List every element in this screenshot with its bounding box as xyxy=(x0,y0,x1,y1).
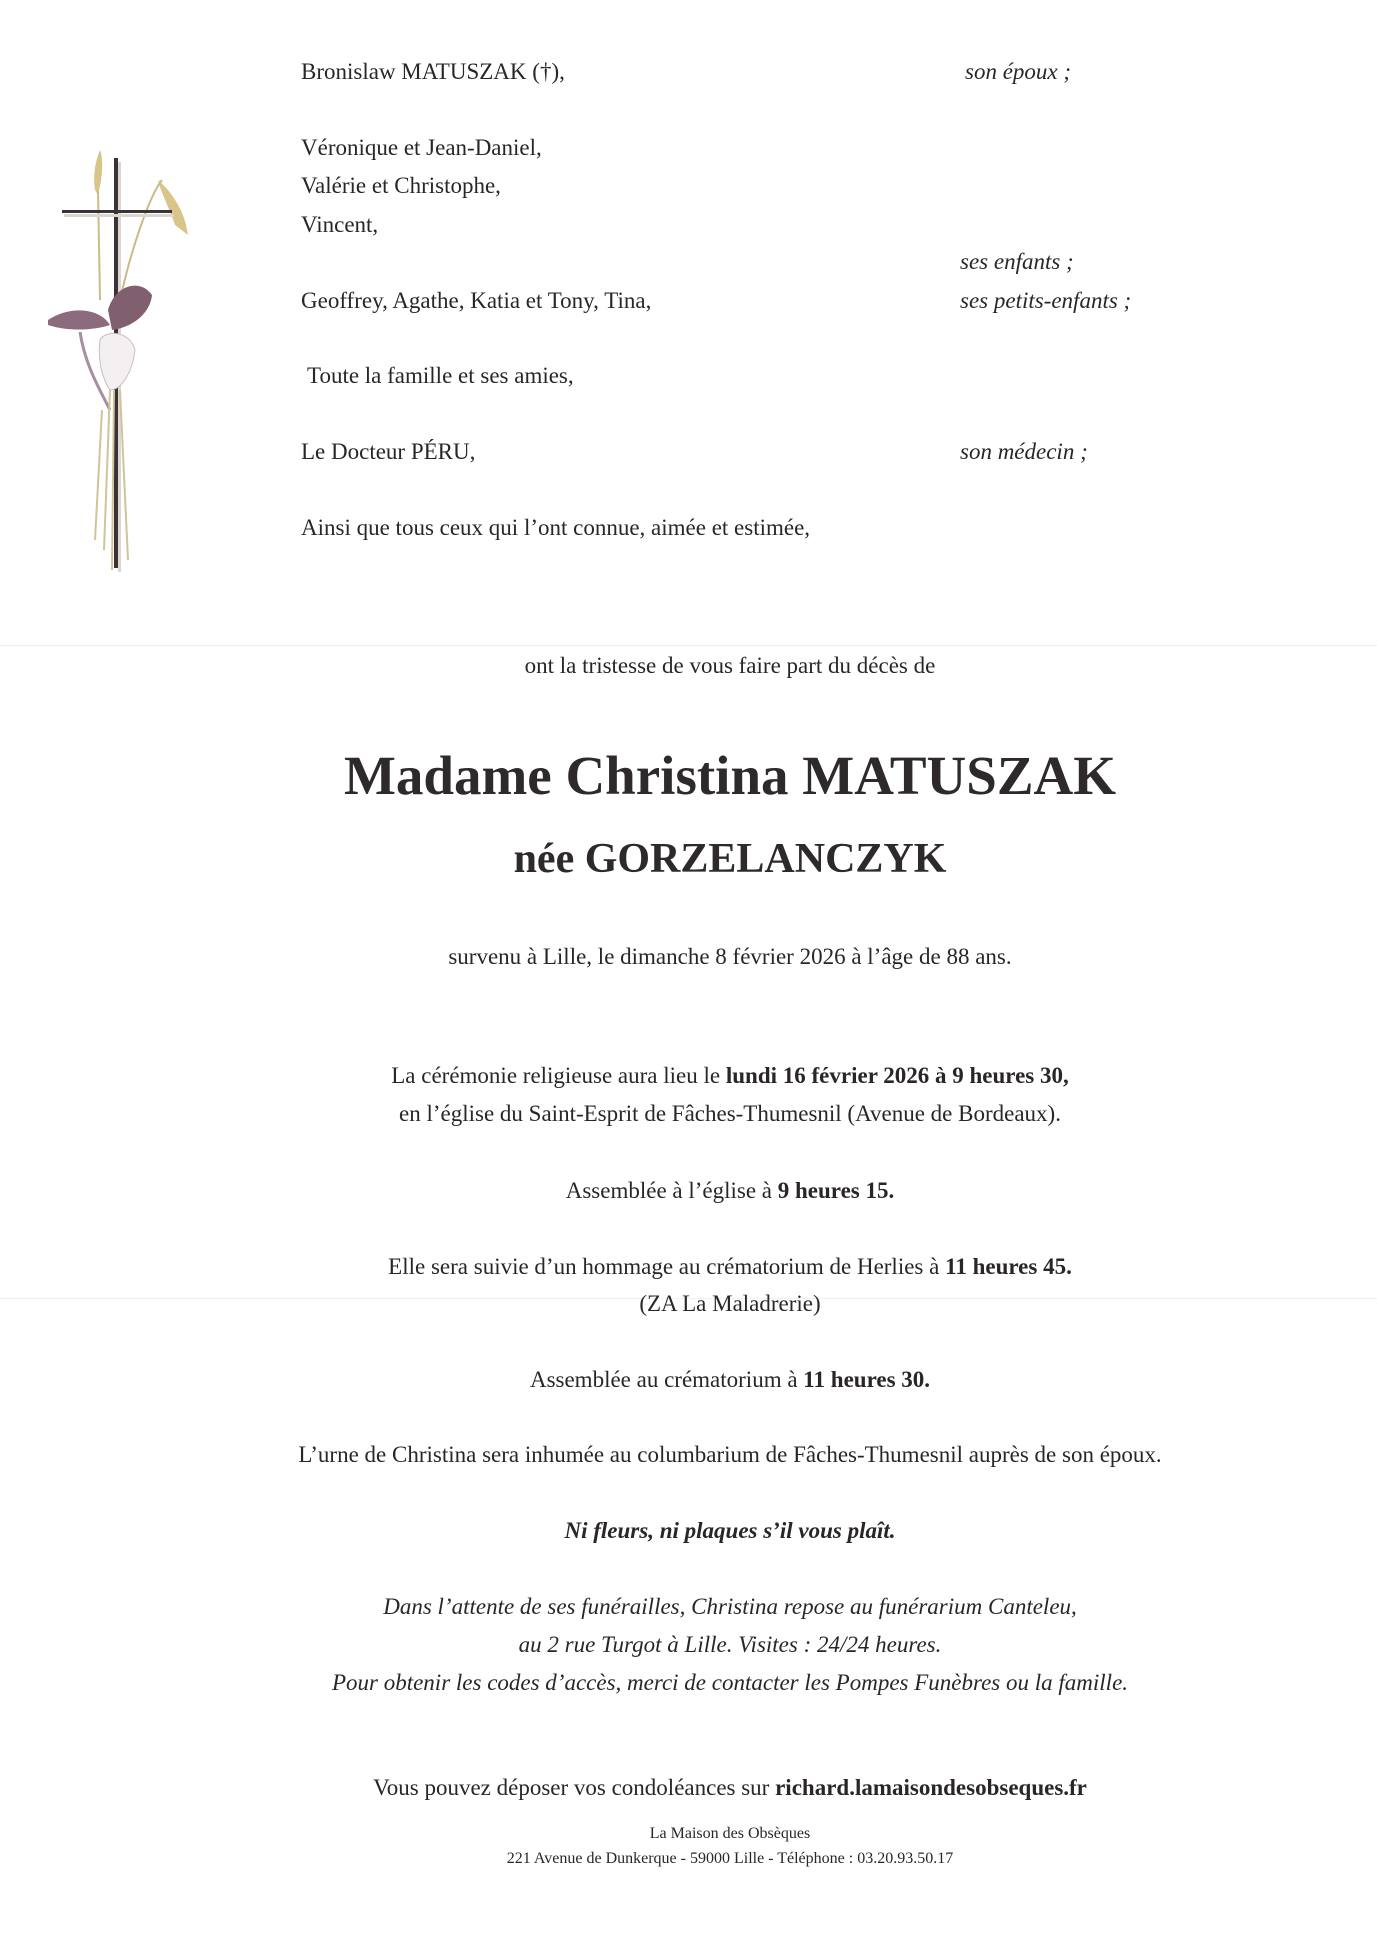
role-grandchildren: ses petits-enfants ; xyxy=(960,288,1132,313)
ceremony-text: La cérémonie religieuse aura lieu le xyxy=(391,1063,726,1088)
family-child: Valérie et Christophe, xyxy=(301,173,501,198)
family-child: Vincent, xyxy=(301,212,379,237)
condolences-line xyxy=(83,1774,1377,1802)
assembly-text: Assemblée à l’église à xyxy=(565,1178,778,1203)
hommage-line xyxy=(83,1253,1377,1281)
deceased-name: Madame Christina MATUSZAK xyxy=(343,745,1117,806)
family-doctor: Le Docteur PÉRU, xyxy=(301,439,476,464)
family-relatives: Toute la famille et ses amies, xyxy=(307,363,574,388)
hommage-time: 11 heures 45. xyxy=(945,1254,1072,1279)
condolences-text: Vous pouvez déposer vos condoléances sur xyxy=(373,1775,776,1800)
family-grandchildren: Geoffrey, Agathe, Katia et Tony, Tina, xyxy=(301,288,652,313)
fold-line xyxy=(0,645,1377,646)
announcement: ont la tristesse de vous faire part du décès de xyxy=(524,653,936,678)
rest-info: au 2 rue Turgot à Lille. Visites : 24/24 heures. xyxy=(518,1632,942,1657)
wheat-ear-icon xyxy=(94,150,102,195)
condolences-link[interactable]: richard.lamaisondesobseques.fr xyxy=(775,1775,1087,1800)
ceremony-line xyxy=(83,1062,1377,1090)
family-child: Véronique et Jean-Daniel, xyxy=(301,135,542,160)
ceremony-date: lundi 16 février 2026 à 9 heures 30, xyxy=(725,1063,1069,1088)
family-others: Ainsi que tous ceux qui l’ont connue, aimée et estimée, xyxy=(301,515,811,540)
death-details: survenu à Lille, le dimanche 8 février 2026 à l’âge de 88 ans. xyxy=(448,944,1012,969)
role-children: ses enfants ; xyxy=(960,249,1074,274)
assembly-time: 9 heures 15. xyxy=(777,1178,895,1203)
assembly-text: Assemblée au crématorium à xyxy=(529,1367,804,1392)
hommage-text: Elle sera suivie d’un hommage au crématorium de Herlies à xyxy=(388,1254,946,1279)
rest-info: Pour obtenir les codes d’accès, merci de contacter les Pompes Funèbres ou la famille. xyxy=(331,1670,1129,1695)
crematorium-location: (ZA La Maladrerie) xyxy=(639,1291,821,1316)
crematorium-assembly xyxy=(83,1366,1377,1394)
deceased-maiden-name: née GORZELANCZYK xyxy=(513,836,947,882)
church-assembly xyxy=(83,1177,1377,1205)
role-spouse: son époux ; xyxy=(965,59,1072,84)
family-spouse: Bronislaw MATUSZAK (†), xyxy=(301,59,565,84)
wheat-ear-icon xyxy=(158,180,188,235)
urn-info: L’urne de Christina sera inhumée au columbarium de Fâches-Thumesnil auprès de son époux. xyxy=(298,1442,1162,1467)
rest-info: Dans l’attente de ses funérailles, Christina repose au funérarium Canteleu, xyxy=(383,1594,1077,1619)
ceremony-location: en l’église du Saint-Esprit de Fâches-Thumesnil (Avenue de Bordeaux). xyxy=(399,1101,1061,1126)
role-doctor: son médecin ; xyxy=(960,439,1088,464)
no-flowers: Ni fleurs, ni plaques s’il vous plaît. xyxy=(564,1518,896,1543)
footer-address: 221 Avenue de Dunkerque - 59000 Lille - Téléphone : 03.20.93.50.17 xyxy=(506,1850,954,1867)
assembly-time: 11 heures 30. xyxy=(803,1367,931,1392)
footer-company: La Maison des Obsèques xyxy=(649,1825,811,1842)
cross-lily-illustration xyxy=(40,150,200,580)
lily-icon xyxy=(48,310,110,329)
